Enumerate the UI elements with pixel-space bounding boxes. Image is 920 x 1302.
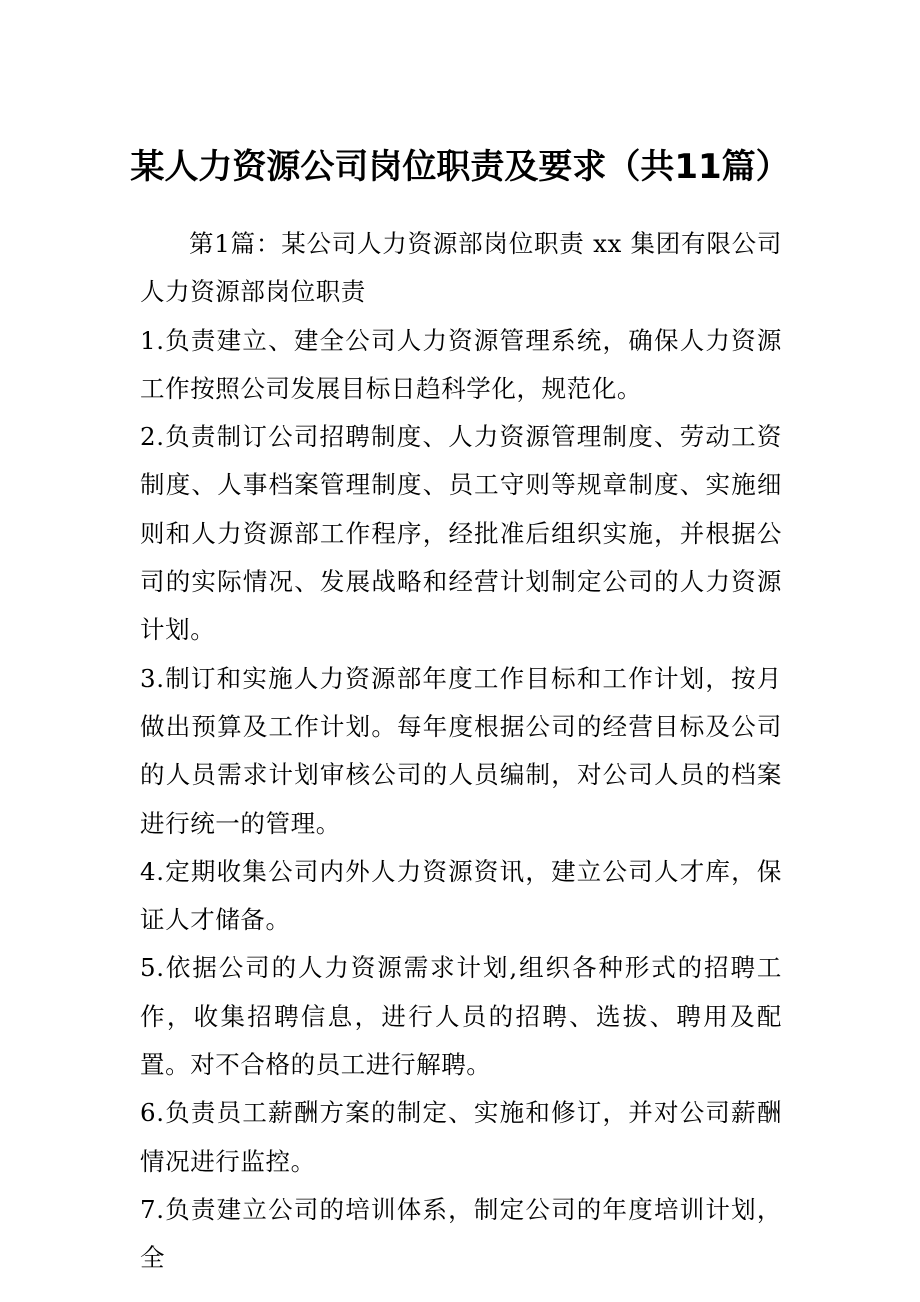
paragraph-item-5: 5.依据公司的人力资源需求计划,组织各种形式的招聘工作，收集招聘信息，进行人员的招聘、选拔、聘用及配置。对不合格的员工进行解聘。 xyxy=(140,953,782,1080)
document-title: 某人力资源公司岗位职责及要求（共11篇） xyxy=(130,147,790,187)
paragraph-item-7: 7.负责建立公司的培训体系，制定公司的年度培训计划，全 xyxy=(140,1194,782,1273)
paragraph-item-6: 6.负责员工薪酬方案的制定、实施和修订，并对公司薪酬情况进行监控。 xyxy=(140,1098,782,1176)
paragraph-item-2: 2.负责制订公司招聘制度、人力资源管理制度、劳动工资制度、人事档案管理制度、员工守则等规章制度、实施细则和人力资源部工作程序，经批准后组织实施，并根据公司的实际情况、发展战略和经营计划制定公司的人力资源计划。 xyxy=(140,422,782,645)
paragraph-item-1: 1.负责建立、建全公司人力资源管理系统，确保人力资源工作按照公司发展目标日趋科学化，规范化。 xyxy=(140,325,782,403)
paragraph-item-3: 3.制订和实施人力资源部年度工作目标和工作计划，按月做出预算及工作计划。每年度根据公司的经营目标及公司的人员需求计划审核公司的人员编制，对公司人员的档案进行统一的管理。 xyxy=(140,663,782,838)
paragraph-intro: 第1篇：某公司人力资源部岗位职责 xx 集团有限公司人力资源部岗位职责 xyxy=(140,229,782,307)
document-body xyxy=(140,220,782,1283)
paragraph-item-4: 4.定期收集公司内外人力资源资讯，建立公司人才库，保证人才储备。 xyxy=(140,856,782,935)
